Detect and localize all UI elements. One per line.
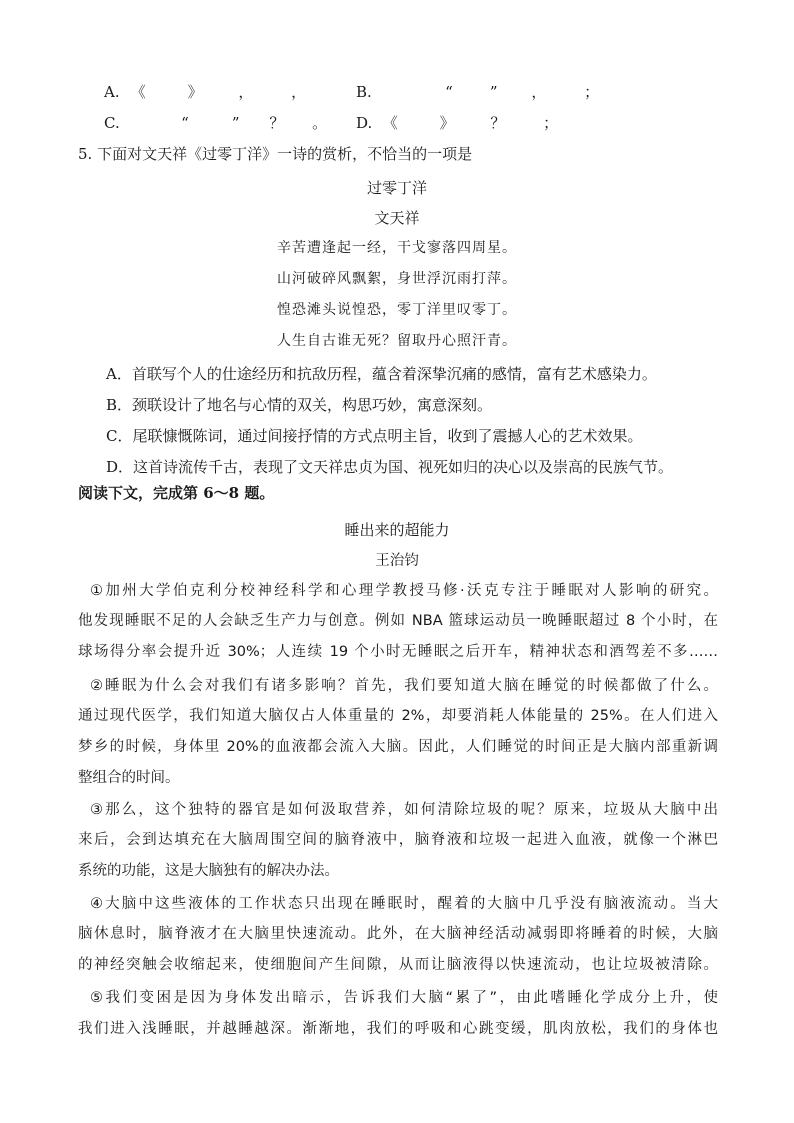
paragraph-line bbox=[78, 768, 180, 788]
poem-line: 辛苦遭逢起一经，干戈寥落四周星。 bbox=[277, 240, 517, 256]
paragraph-line bbox=[78, 676, 718, 696]
text-span: 整组合的时间。 bbox=[78, 770, 180, 786]
text-span: 梦乡的时候，身体里 20%的血液都会流入大脑。因此，人们睡觉的时间正是大脑内部重新调 bbox=[78, 739, 718, 755]
option-cell: ？ bbox=[269, 114, 285, 132]
option-cell: 《 bbox=[382, 114, 398, 132]
poem-line: 人生自古谁无死？留取丹心照汗青。 bbox=[277, 333, 517, 349]
article-author: 王治钧 bbox=[375, 553, 419, 569]
text-span: ⑤我们变困是因为身体发出暗示，告诉我们大脑“累了”，由此嗜睡化学成分上升，使 bbox=[90, 990, 718, 1006]
text-span: 来后，会到达填充在大脑周围空间的脑脊液中，脑脊液和垃圾一起进入血液，就像一个淋巴 bbox=[78, 832, 718, 848]
paragraph-line bbox=[78, 581, 718, 601]
option-cell: ； bbox=[543, 114, 559, 132]
option-row-b bbox=[356, 82, 599, 102]
text-span: 通过现代医学，我们知道大脑仅占人体重量的 2%，却要消耗人体能量的 25%。在人们进入 bbox=[78, 708, 718, 724]
option-cell: ？ bbox=[490, 114, 506, 132]
option-row-a bbox=[104, 82, 321, 102]
option-cell: ， bbox=[238, 83, 254, 101]
option-cell: “ bbox=[181, 114, 189, 132]
choice-a: A．首联写个人的仕途经历和抗敌历程，蕴含着深挚沉痛的感情，富有艺术感染力。 bbox=[106, 365, 657, 383]
paragraph-line bbox=[78, 894, 718, 914]
paragraph-line bbox=[78, 642, 718, 662]
choice-c: C．尾联慷慨陈词，通过间接抒情的方式点明主旨，收到了震撼人心的艺术效果。 bbox=[106, 427, 643, 445]
text-span: ③那么，这个独特的器官是如何汲取营养，如何清除垃圾的呢？原来，垃圾从大脑中出 bbox=[90, 802, 718, 818]
text-span: 系统的功能，这是大脑独有的解决办法。 bbox=[78, 863, 339, 879]
option-cell: ， bbox=[531, 83, 547, 101]
text-span: 脑休息时，脑脊液才在大脑里快速流动。此外，在大脑神经活动减弱即将睡着的时候，大脑 bbox=[78, 926, 718, 942]
option-cell: ， bbox=[291, 83, 307, 101]
question-5-stem: 5. 下面对文天祥《过零丁洋》一诗的赏析，不恰当的一项是 bbox=[78, 145, 473, 163]
option-label: D. bbox=[356, 114, 373, 132]
option-cell: “ bbox=[445, 83, 453, 101]
option-cell: ” bbox=[489, 83, 498, 101]
poem-line: 惶恐滩头说惶恐，零丁洋里叹零丁。 bbox=[277, 302, 517, 318]
option-row-c bbox=[104, 113, 327, 133]
paragraph-line bbox=[78, 924, 718, 944]
choice-d: D．这首诗流传千古，表现了文天祥忠贞为国、视死如归的决心以及崇高的民族气节。 bbox=[106, 458, 674, 476]
option-label: B. bbox=[356, 83, 372, 101]
paragraph-line bbox=[78, 800, 718, 820]
paragraph-line bbox=[78, 706, 718, 726]
article-title: 睡出来的超能力 bbox=[344, 521, 450, 539]
option-cell: 。 bbox=[312, 114, 328, 132]
paragraph-line bbox=[78, 830, 718, 850]
paragraph-line bbox=[78, 955, 718, 975]
option-label: A. bbox=[104, 83, 120, 101]
option-cell: ” bbox=[231, 114, 240, 132]
text-span: 球场得分率会提升近 30%；人连续 19 个小时无睡眠之后开车，精神状态和酒驾差不多…… bbox=[78, 644, 718, 660]
text-span: 他发现睡眠不足的人会缺乏生产力与创意。例如 NBA 篮球运动员一晚睡眠超过 8 个小时，在 bbox=[78, 613, 718, 629]
choice-b: B．颈联设计了地名与心情的双关，构思巧妙，寓意深刻。 bbox=[106, 396, 493, 414]
option-cell: 》 bbox=[187, 83, 203, 101]
paragraph-line bbox=[78, 611, 718, 631]
option-cell: 《 bbox=[130, 83, 146, 101]
text-span: 我们进入浅睡眠，并越睡越深。渐渐地，我们的呼吸和心跳变缓，肌肉放松，我们的身体也 bbox=[78, 1021, 718, 1037]
text-span: ②睡眠为什么会对我们有诸多影响？首先，我们要知道大脑在睡觉的时候都做了什么。 bbox=[90, 678, 718, 694]
poem-author: 文天祥 bbox=[374, 209, 420, 227]
poem-title: 过零丁洋 bbox=[366, 179, 427, 197]
text-span: 的神经突触会收缩起来，使细胞间产生间隙，从而让脑液得以快速流动，也让垃圾被清除。 bbox=[78, 957, 718, 973]
paragraph-line bbox=[78, 861, 339, 881]
text-span: ①加州大学伯克利分校神经科学和心理学教授马修·沃克专注于睡眠对人影响的研究。 bbox=[90, 583, 718, 599]
poem-line: 山河破碎风飘絮，身世浮沉雨打萍。 bbox=[277, 271, 517, 287]
reading-instruction: 阅读下文，完成第 6～8 题。 bbox=[78, 484, 275, 502]
text-span: ④大脑中这些液体的工作状态只出现在睡眠时，醒着的大脑中几乎没有脑液流动。当大 bbox=[90, 896, 718, 912]
option-cell: ； bbox=[584, 83, 600, 101]
option-row-d bbox=[356, 113, 573, 133]
option-cell: 》 bbox=[439, 114, 455, 132]
paragraph-line bbox=[78, 988, 718, 1008]
paragraph-line bbox=[78, 1019, 718, 1039]
paragraph-line bbox=[78, 737, 718, 757]
option-label: C. bbox=[104, 114, 120, 132]
